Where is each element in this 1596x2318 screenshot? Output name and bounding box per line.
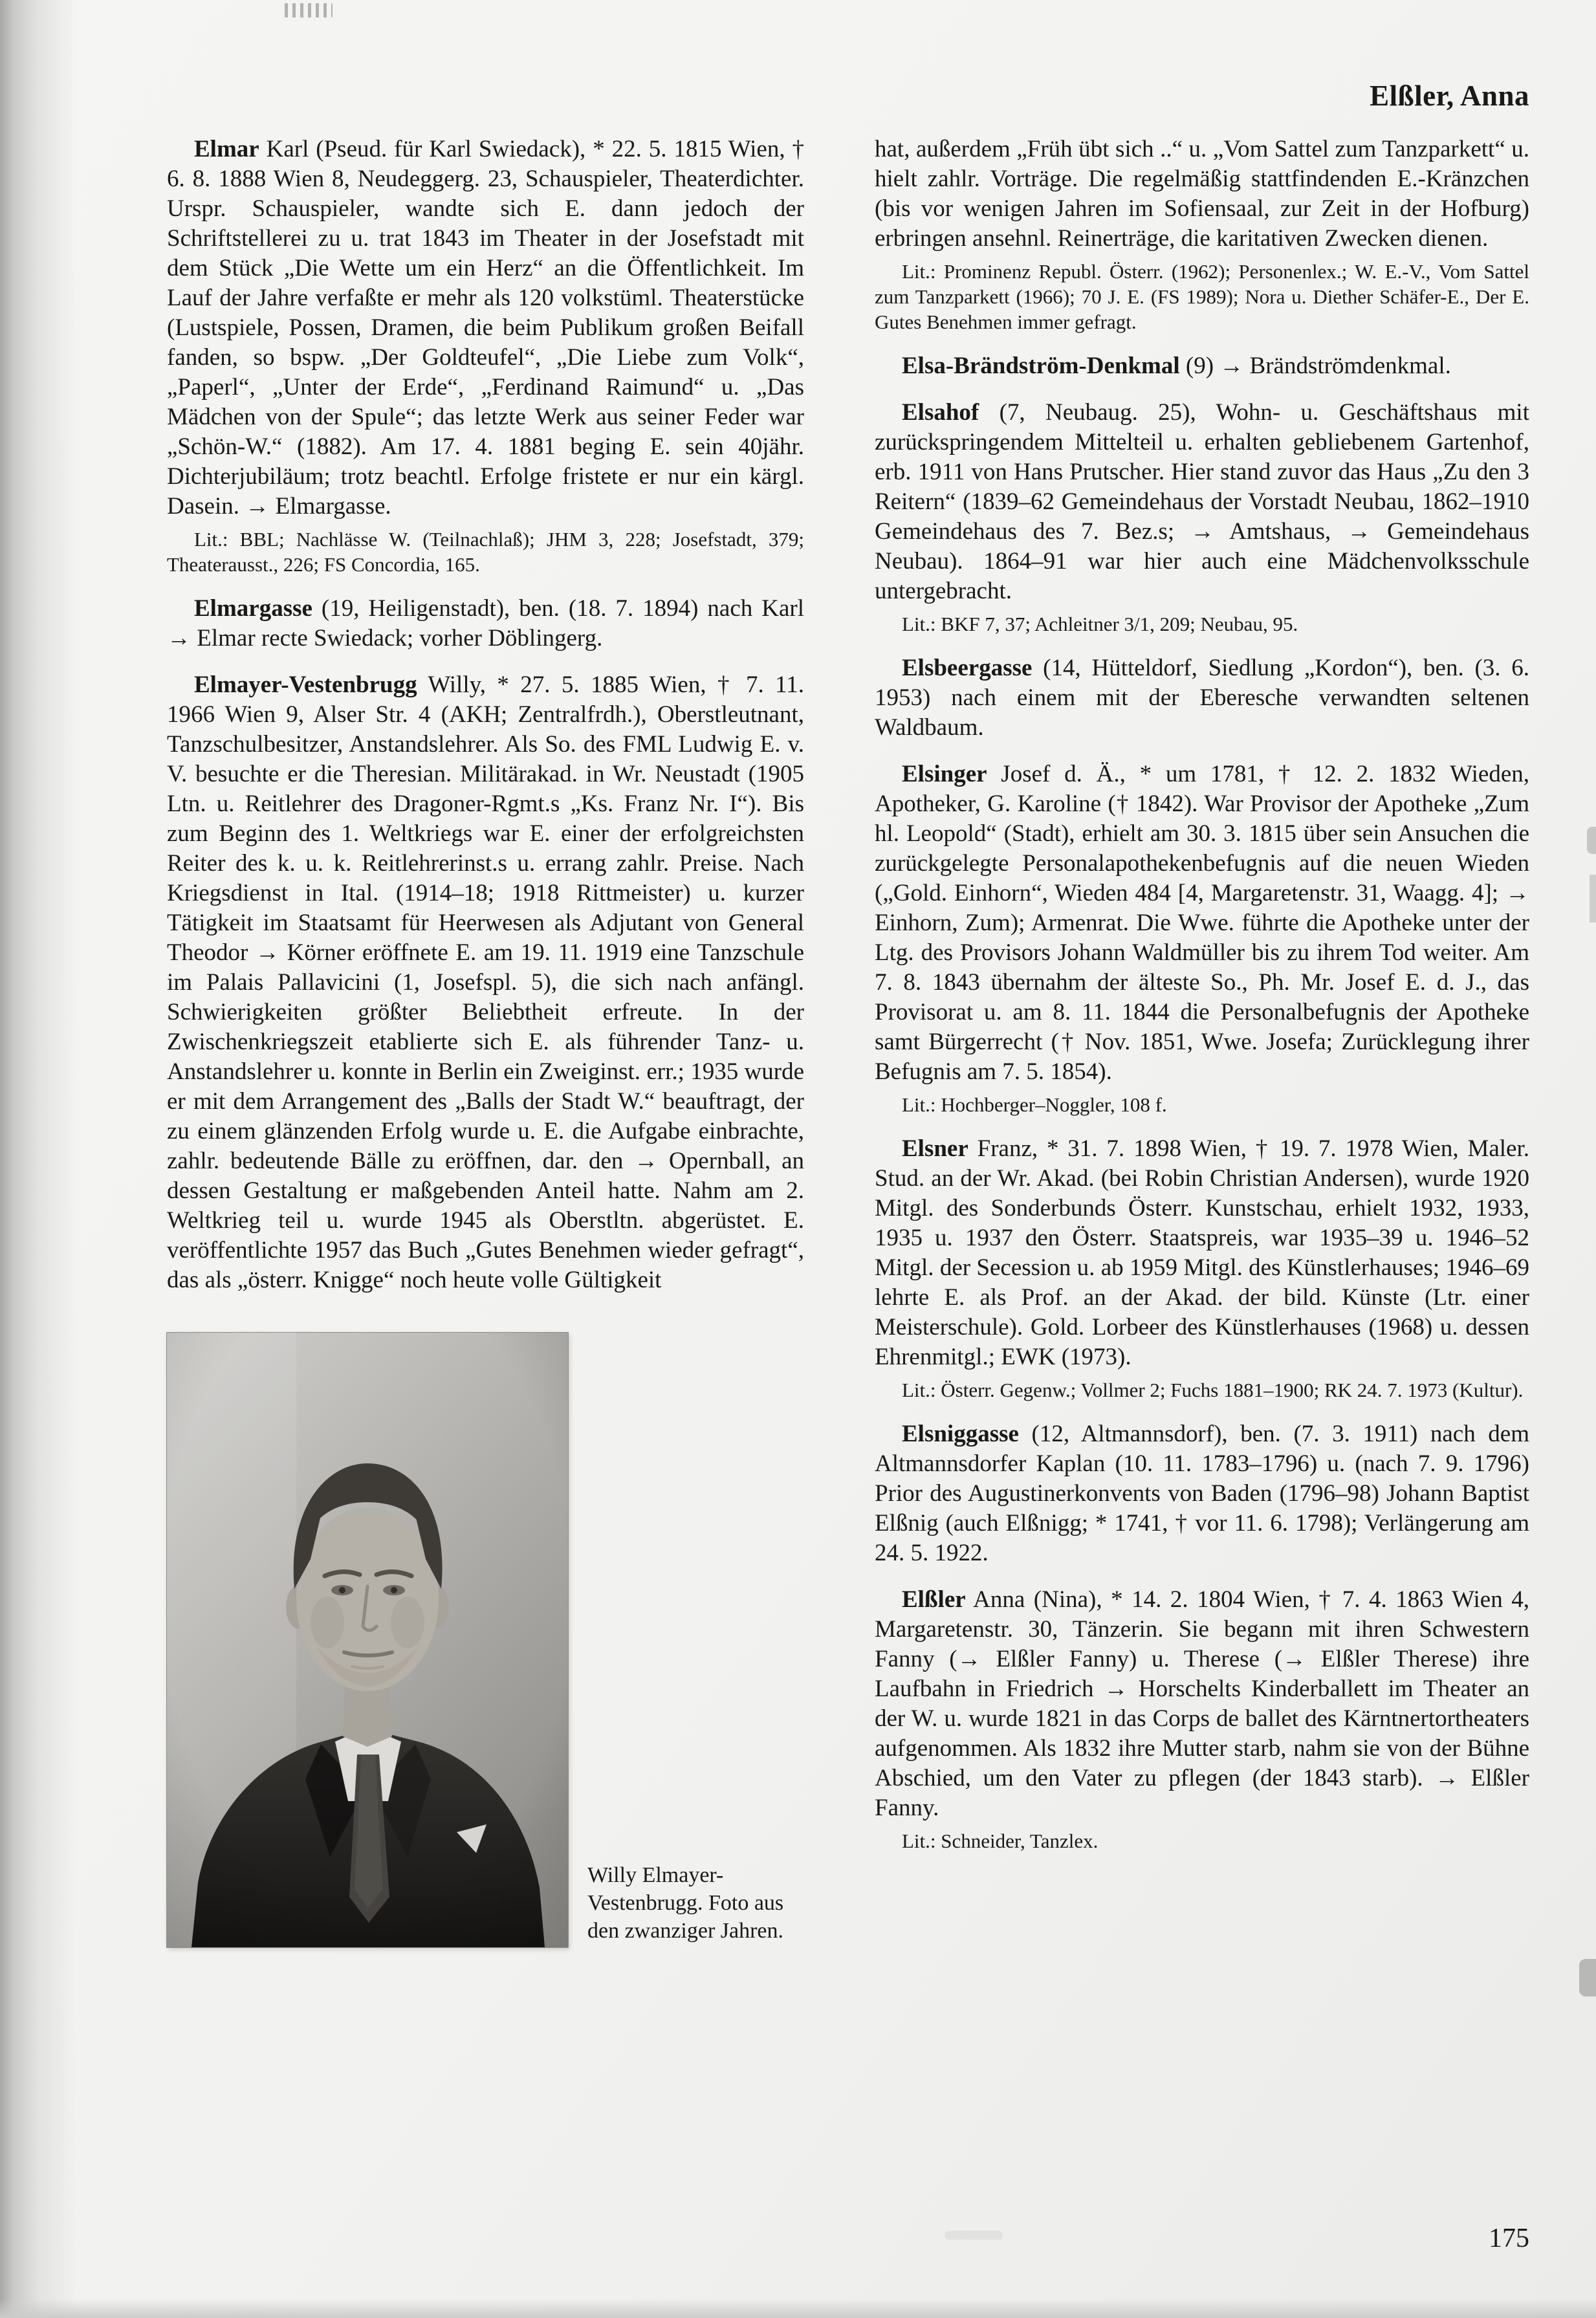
running-head: Elßler, Anna [1370, 80, 1529, 112]
entry-elsa-braendstroem-denkmal-text: (9) → Brändströmdenkmal. [1179, 353, 1451, 379]
entry-elsniggasse-text: (12, Altmannsdorf), ben. (7. 3. 1911) nach dem Altmannsdorfer Kaplan (10. 11. 1783–1796) u. (nach 7. 9. 1796) Prior des Augustinerkonvents von Baden (1796–98) Johann Baptist Elßnig (auch Elßnigg; * 1741, † vor 11. 6. 1798); Verlängerung am 24. 5. 1922. [875, 1421, 1529, 1566]
entry-elsbeergasse [875, 653, 1529, 743]
scan-artifact-edge [1587, 827, 1596, 854]
headword-elsahof: Elsahof [902, 399, 979, 426]
entry-elsbeergasse-text: (14, Hütteldorf, Siedlung „Kordon“), ben. (3. 6. 1953) nach einem mit der Eberesche verwandten seltenen Waldbaum. [875, 655, 1529, 741]
scan-artifact-edge [1579, 1959, 1596, 1996]
portrait-figure [167, 1333, 804, 1947]
right-column [875, 135, 1529, 1853]
scan-bottom-shadow [0, 2299, 1596, 2318]
entry-elmayer-vestenbrugg [167, 670, 804, 1295]
scan-gutter-shadow [0, 0, 78, 2318]
left-column [167, 135, 804, 1947]
headword-elmargasse: Elmargasse [194, 595, 312, 622]
entry-elsa-braendstroem-denkmal [875, 351, 1529, 381]
entry-elsniggasse [875, 1419, 1529, 1568]
entry-elssler [875, 1585, 1529, 1823]
headword-elsa-braendstroem-denkmal: Elsa-Brändström-Denkmal [902, 353, 1180, 379]
entry-elsinger-text: Josef d. Ä., * um 1781, † 12. 2. 1832 Wieden, Apotheker, G. Karoline († 1842). War Provisor der Apotheke „Zum hl. Leopold“ (Stadt), erhielt am 30. 3. 1815 über sein Ansuchen die zurückgelegte Personalapothekenbefugnis auf die neuen Wieden („Gold. Einhorn“, Wieden 484 [4, Margaretenstr. 31, Waagg. 4]; → Einhorn, Zum); Armenrat. Die Wwe. führte die Apotheke unter der Ltg. des Provisors Johann Waldmüller bis zu ihrem Tod weiter. Am 7. 8. 1843 übernahm der älteste So., Ph. Mr. Josef E. d. J., das Provisorat u. am 8. 11. 1844 die Personalbefugnis der Apotheke samt Bürgerrecht († Nov. 1851, Wwe. Josefa; Zurücklegung ihrer Befugnis am 7. 5. 1854). [875, 761, 1529, 1085]
headword-elsinger: Elsinger [902, 761, 987, 787]
literature-elssler: Lit.: Schneider, Tanzlex. [902, 1830, 1099, 1852]
entry-elmargasse [167, 594, 804, 653]
entry-elsner [875, 1134, 1529, 1372]
headword-elsner: Elsner [902, 1135, 968, 1162]
entry-elmar [167, 135, 804, 521]
literature-elsahof: Lit.: BKF 7, 37; Achleitner 3/1, 209; Neubau, 95. [902, 613, 1298, 635]
scan-artifact-edge [1590, 875, 1596, 923]
entry-elmayer-continuation: hat, außerdem „Früh übt sich ..“ u. „Vom Sattel zum Tanzparkett“ u. hielt zahlr. Vorträge. Die regelmäßig stattfindenden E.-Kränzchen (bis vor wenigen Jahren im Sofiensaal, zur Zeit in der Hofburg) erbringen ansehnl. Reinerträge, die karitativen Zwecken dienen. [875, 136, 1529, 252]
scan-artifact-marks [285, 3, 333, 17]
headword-elmar: Elmar [194, 136, 259, 162]
entry-elsahof [875, 398, 1529, 606]
entry-elmargasse-text: (19, Heiligenstadt), ben. (18. 7. 1894) nach Karl → Elmar recte Swiedack; vorher Döblingerg. [167, 595, 804, 651]
literature-elmayer: Lit.: Prominenz Republ. Österr. (1962); Personenlex.; W. E.-V., Vom Sattel zum Tanzparkett (1966); 70 J. E. (FS 1989); Nora u. Diether Schäfer-E., Der E. Gutes Benehmen immer gefragt. [875, 260, 1529, 333]
portrait-photo [167, 1333, 568, 1947]
entry-elsner-text: Franz, * 31. 7. 1898 Wien, † 19. 7. 1978 Wien, Maler. Stud. an der Wr. Akad. (bei Robin Christian Andersen), wurde 1920 Mitgl. des Sonderbunds Österr. Kunstschau, erhielt 1932, 1933, 1935 u. 1937 den Österr. Staatspreis, war 1935–39 u. 1946–52 Mitgl. der Secession u. ab 1959 Mitgl. des Künstlerhauses; 1946–69 lehrte E. als Prof. an der Akad. der bild. Künste (Ltr. einer Meisterschule). Gold. Lorbeer des Künstlerhauses (1968) u. dessen Ehrenmitgl.; EWK (1973). [875, 1135, 1529, 1370]
literature-elmar: Lit.: BBL; Nachlässe W. (Teilnachlaß); JHM 3, 228; Josefstadt, 379; Theaterausst., 226; FS Concordia, 165. [167, 528, 804, 576]
entry-elssler-text: Anna (Nina), * 14. 2. 1804 Wien, † 7. 4. 1863 Wien 4, Margaretenstr. 30, Tänzerin. Sie begann mit ihren Schwestern Fanny (→ Elßler Fanny) u. Therese (→ Elßler Therese) ihre Laufbahn in Friedrich → Horschelts Kinderballett im Theater an der W. u. wurde 1821 in das Corps de ballet des Kärntnertortheaters aufgenommen. Als 1832 ihre Mutter starb, nahm sie von der Bühne Abschied, um den Vater zu pflegen (der 1843 starb). → Elßler Fanny. [875, 1586, 1529, 1821]
headword-elsbeergasse: Elsbeergasse [902, 655, 1033, 681]
portrait-photo-graphic [167, 1333, 568, 1947]
entry-elmar-text: Karl (Pseud. für Karl Swiedack), * 22. 5. 1815 Wien, † 6. 8. 1888 Wien 8, Neudeggerg. 23, Schauspieler, Theaterdichter. Urspr. Schauspieler, wandte sich E. dann jedoch der Schriftstellerei zu u. trat 1843 im Theater in der Josefstadt mit dem Stück „Die Wette um ein Herz“ an die Öffentlichkeit. Im Lauf der Jahre verfaßte er mehr als 120 volkstüml. Theaterstücke (Lustspiele, Possen, Dramen, die beim Publikum großen Beifall fanden, so bspw. „Der Goldteufel“, „Die Liebe zum Volk“, „Paperl“, „Unter der Erde“, „Ferdinand Raimund“ u. „Das Mädchen von der Spule“; das letzte Werk aus seiner Feder war „Schön-W.“ (1882). Am 17. 4. 1881 beging E. sein 40jähr. Dichterjubiläum; trotz beachtl. Erfolge fristete er nur ein kärgl. Dasein. → Elmargasse. [167, 136, 804, 519]
entry-elsinger [875, 760, 1529, 1087]
literature-elsinger: Lit.: Hochberger–Noggler, 108 f. [902, 1093, 1167, 1116]
entry-elmayer-vestenbrugg-text: Willy, * 27. 5. 1885 Wien, † 7. 11. 1966 Wien 9, Alser Str. 4 (AKH; Zentralfrdh.), Oberstleutnant, Tanzschulbesitzer, Anstandslehrer. Als So. des FML Ludwig E. v. V. besuchte er die Theresian. Militärakad. in Wr. Neustadt (1905 Ltn. u. Reitlehrer des Dragoner-Rgmt.s „Ks. Franz Nr. I“). Bis zum Beginn des 1. Weltkriegs war E. einer der erfolgreichsten Reiter des k. u. k. Reitlehrerinst.s u. errang zahlr. Preise. Nach Kriegsdienst in Ital. (1914–18; 1918 Rittmeister) u. kurzer Tätigkeit im Staatsamt für Heerwesen als Adjutant von General Theodor → Körner eröffnete E. am 19. 11. 1919 eine Tanzschule im Palais Pallavicini (1, Josefspl. 5), die sich nach anfängl. Schwierigkeiten größter Beliebtheit erfreute. In der Zwischenkriegszeit etablierte sich E. als führender Tanz- u. Anstandslehrer u. konnte in Berlin ein Zweiginst. err.; 1935 wurde er mit dem Arrangement des „Balls der Stadt W.“ beauftragt, der zu einem glänzenden Erfolg wurde u. E. die Aufgabe einbrachte, zahlr. bedeutende Bälle zu eröffnen, dar. den → Opernball, an dessen Gestaltung er maßgebenden Anteil hatte. Nahm am 2. Weltkrieg teil u. wurde 1945 als Oberstltn. abgerüstet. E. veröffentlichte 1957 das Buch „Gutes Benehmen wieder gefragt“, das als „österr. Knigge“ noch heute volle Gültigkeit [167, 672, 804, 1293]
photo-caption: Willy Elmayer-Vestenbrugg. Foto aus den zwanziger Jahren. [587, 1863, 784, 1943]
headword-elssler: Elßler [902, 1586, 966, 1613]
headword-elsniggasse: Elsniggasse [902, 1421, 1019, 1447]
entry-elsahof-text: (7, Neubaug. 25), Wohn- u. Geschäftshaus mit zurückspringendem Mittelteil u. erhalten gebliebenem Gartenhof, erb. 1911 von Hans Prutscher. Hier stand zuvor das Haus „Zu den 3 Reitern“ (1839–62 Gemeindehaus der Vorstadt Neubau, 1862–1910 Gemeindehaus des 7. Bez.s; → Amtshaus, → Gemeindehaus Neubau). 1864–91 war hier auch eine Mädchenvolksschule untergebracht. [875, 399, 1529, 604]
literature-elsner: Lit.: Österr. Gegenw.; Vollmer 2; Fuchs 1881–1900; RK 24. 7. 1973 (Kultur). [902, 1379, 1524, 1401]
headword-elmayer-vestenbrugg: Elmayer-Vestenbrugg [194, 672, 417, 698]
page-number: 175 [1489, 2224, 1529, 2253]
